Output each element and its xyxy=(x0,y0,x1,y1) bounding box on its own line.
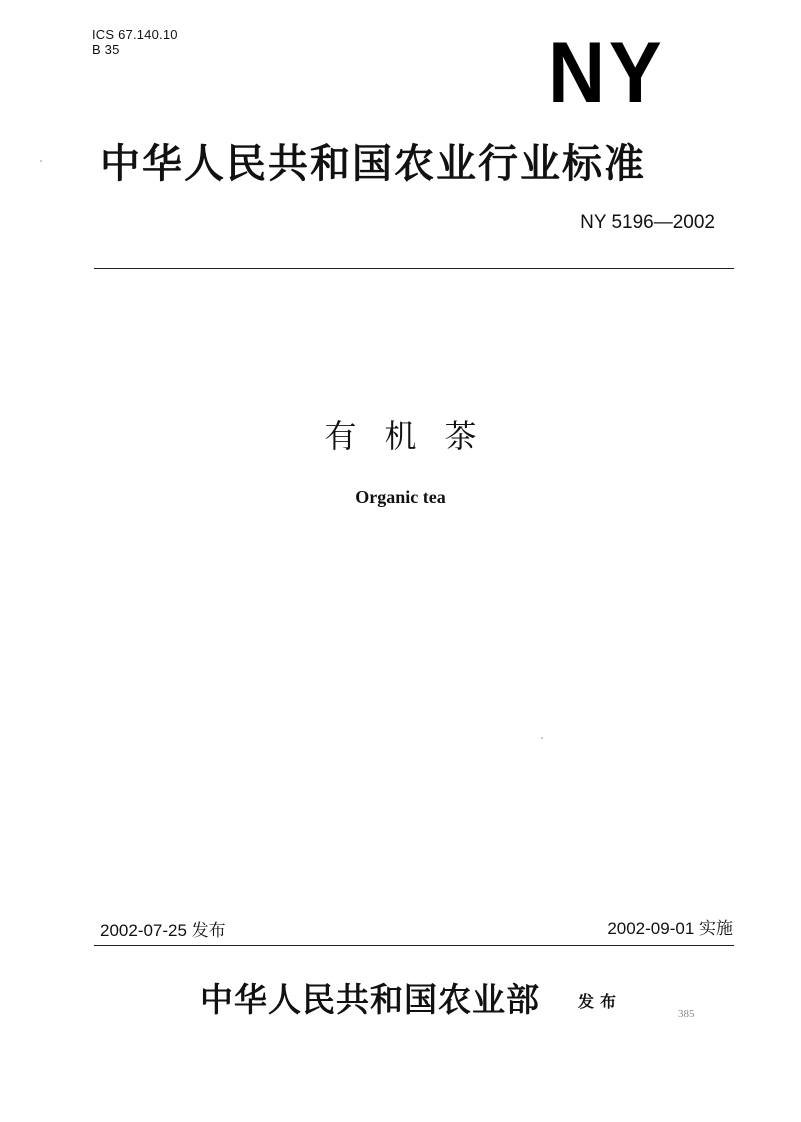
issuing-ministry: 中华人民共和国农业部 xyxy=(200,980,540,1019)
classification-codes xyxy=(92,27,178,57)
issuer-title: 中华人民共和国农业行业标准 xyxy=(100,141,646,187)
ny-logo: NY xyxy=(548,25,666,121)
document-subtitle-english: Organic tea xyxy=(355,487,446,507)
scan-speck xyxy=(541,737,543,739)
ccs-code: B 35 xyxy=(92,42,120,57)
publish-label: 发布 xyxy=(578,992,623,1011)
ics-code: ICS 67.140.10 xyxy=(92,27,178,42)
top-divider xyxy=(94,268,734,269)
scan-speck xyxy=(40,160,42,162)
page-number: 385 xyxy=(678,1008,695,1020)
standard-number: NY 5196—2002 xyxy=(580,212,715,233)
implementation-date: 2002-09-01 实施 xyxy=(607,919,733,938)
document-title: 有机茶 xyxy=(324,417,505,455)
bottom-divider xyxy=(94,945,734,946)
issue-date: 2002-07-25 发布 xyxy=(100,921,226,940)
